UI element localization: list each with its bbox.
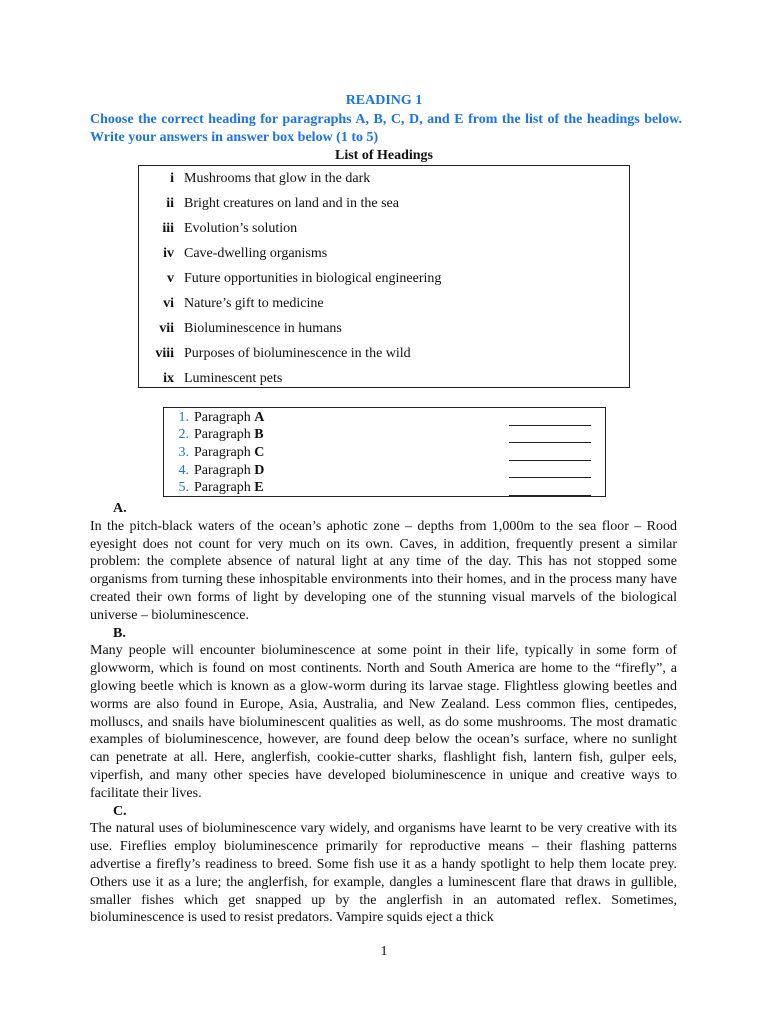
answer-paragraph-letter: D [254,462,265,478]
headings-list-box [138,165,630,388]
page-number: 1 [380,944,388,959]
answer-label-text: Paragraph [194,462,251,478]
heading-item [139,316,629,341]
heading-number: i [170,171,174,187]
paragraph-heading: C. [113,803,127,819]
answer-label-text: Paragraph [194,409,251,425]
heading-item [139,366,629,391]
heading-text: Luminescent pets [184,370,283,386]
heading-item [139,242,629,267]
heading-text: Bright creatures on land and in the sea [184,196,399,212]
paragraph-letter: B [113,625,123,641]
paragraph-text: In the pitch-black waters of the ocean’s aphotic zone – depths from 1,000m to the sea floor – Rood eyesight does not count for very much on its own. Caves, in addition, frequently present a similar problem: the complete absence of natural light at any time of the day. This has not stopped some organisms from turning these inhospitable environments into their homes, and in the process many have created their own forms of light by developing one of the stunning visual marvels of the biological universe – bioluminescence. [90,518,677,623]
answer-label [192,427,264,443]
answer-blank-field[interactable] [509,477,591,478]
answer-row [164,462,605,480]
heading-text: Future opportunities in biological engineering [184,271,442,286]
heading-item [139,167,629,192]
heading-text: Purposes of bioluminescence in the wild [184,345,411,361]
heading-item [139,341,629,366]
heading-item [139,291,629,316]
instructions: Choose the correct heading for paragraphs A, B, C, D, and E from the list of the headings below. Write your answers in answer box below (1 to 5) [90,112,682,145]
answer-label [192,410,264,426]
answer-number: 2. [178,427,189,443]
paragraph-letter: A [113,501,124,516]
answer-row [164,427,605,445]
heading-text: Mushrooms that glow in the dark [184,171,371,187]
answer-number: 3. [178,444,189,460]
heading-text: Evolution’s solution [184,221,298,237]
list-of-headings-title: List of Headings [334,148,433,163]
answer-number: 1. [178,409,189,425]
reading-title: READING 1 [345,93,423,108]
heading-number: viii [155,345,174,361]
answer-number: 4. [178,462,189,478]
paragraph-heading: B. [113,625,126,641]
heading-number: v [167,271,174,286]
heading-item [139,192,629,217]
answer-row [164,479,605,497]
answer-label-text: Paragraph [194,480,251,496]
answer-label [192,480,264,496]
heading-number: ii [166,196,174,212]
answer-label [192,463,264,479]
answer-paragraph-letter: B [254,427,264,443]
answer-blank-field[interactable] [509,495,591,496]
heading-number: vi [163,295,174,311]
answer-blank-field[interactable] [509,460,591,461]
answer-label [192,445,264,461]
answer-number: 5. [178,480,189,496]
answer-label-text: Paragraph [194,427,251,443]
answer-paragraph-letter: C [254,444,265,460]
answer-row [164,409,605,427]
answer-blank-field[interactable] [509,442,591,443]
answer-paragraph-letter: E [254,480,264,496]
heading-text: Cave-dwelling organisms [184,246,328,262]
heading-number: ix [163,370,174,386]
reading-passage [90,500,677,927]
heading-number: iii [162,221,174,237]
answer-label-text: Paragraph [194,444,251,460]
heading-text: Bioluminescence in humans [184,320,342,336]
heading-number: vii [159,320,174,336]
heading-number: iv [163,246,174,262]
paragraph-heading: A. [113,501,127,516]
answer-paragraph-letter: A [254,409,265,425]
heading-item [139,217,629,242]
heading-text: Nature’s gift to medicine [184,295,324,311]
paragraph-text: The natural uses of bioluminescence vary widely, and organisms have learnt to be very creative with its use. Fireflies employ bioluminescence primarily for reproductive means – their flashing patterns advertise a firefly’s readiness to breed. Some fish use it as a handy spotlight to help them locate prey. Others use it as a lure; the anglerfish, for example, dangles a luminescent flare that draws in gullible, smaller fishes which get snapped up by the anglerfish in an automated reflex. Sometimes, bioluminescence is used to resist predators. Vampire squids eject a thick [90,821,677,926]
answer-box [163,407,606,497]
heading-item [139,267,629,292]
paragraph-text: Many people will encounter bioluminescence at some point in their life, typically in some form of glowworm, which is found on most continents. North and South America are home to the “firefly”, a glowing beetle which is known as a glow-worm during its larvae stage. Flightless glowing beetles and worms are also found in Europe, Asia, Australia, and New Zealand. Less common flies, centipedes, molluscs, and snails have bioluminescent qualities as well, as do some mushrooms. The most dramatic examples of bioluminescence, however, are found deep below the ocean’s surface, where no sunlight can penetrate at all. Here, anglerfish, cookie-cutter sharks, flashlight fish, lantern fish, gulper eels, viperfish, and many other species have developed bioluminescence in unique and creative ways to facilitate their lives. [90,643,677,801]
answer-blank-field[interactable] [509,425,591,426]
answer-row [164,444,605,462]
paragraph-letter: C [113,803,124,819]
